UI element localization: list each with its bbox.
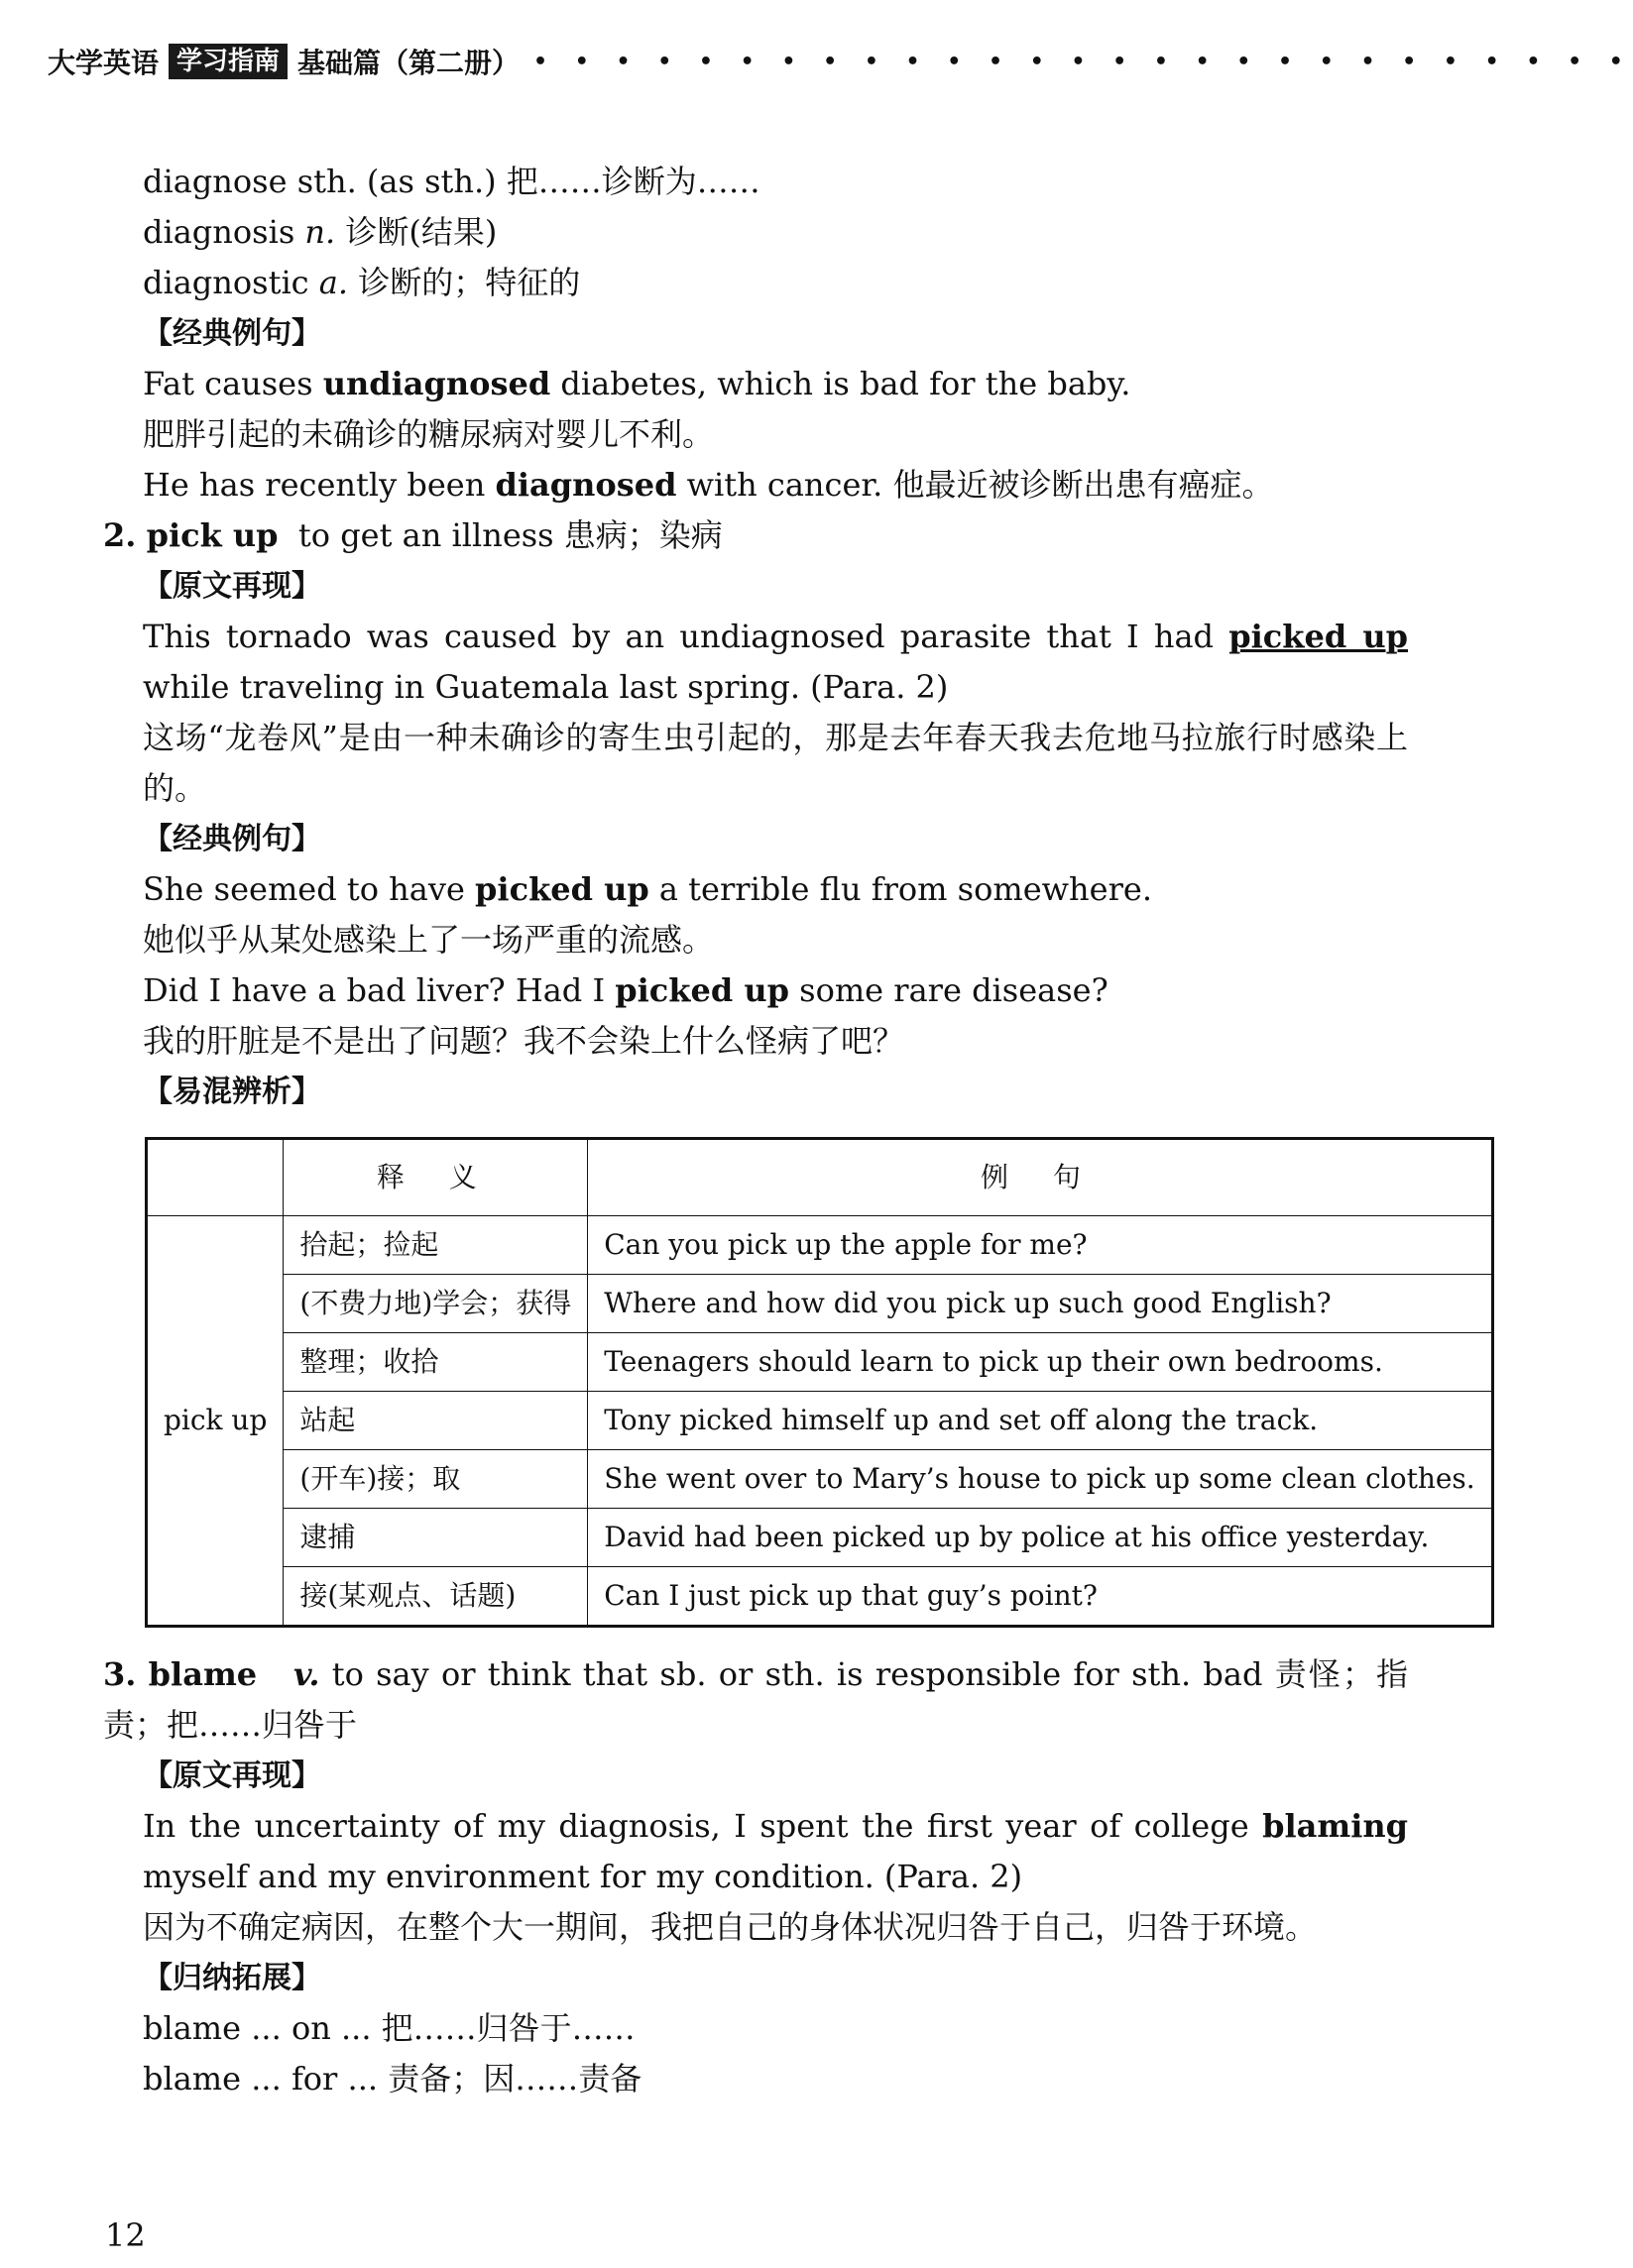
extension-phrase: blame ... on ... 把……归咎于…… xyxy=(143,2009,636,2047)
table-row xyxy=(147,1450,1493,1509)
table-example-cell: Can I just pick up that guy’s point? xyxy=(588,1567,1492,1627)
table-gloss-cell: 站起 xyxy=(284,1392,588,1450)
original-translation: 这场“龙卷风”是由一种未确诊的寄生虫引起的，那是去年春天我去危地马拉旅行时感染上的。 xyxy=(143,719,1408,807)
word-form-diagnosis: diagnosis n. 诊断(结果) xyxy=(143,213,498,251)
example-sentence: Fat causes undiagnosed diabetes, which is bad for the baby. xyxy=(143,365,1131,402)
entry-headword: pick up xyxy=(146,516,279,554)
original-translation: 因为不确定病因，在整个大一期间，我把自己的身体状况归咎于自己，归咎于环境。 xyxy=(143,1908,1318,1946)
word-form-diagnostic: diagnostic a. 诊断的；特征的 xyxy=(143,264,581,301)
table-example-cell: David had been picked up by police at his office yesterday. xyxy=(588,1509,1492,1567)
table-example-cell: Tony picked himself up and set off along the track. xyxy=(588,1392,1492,1450)
table-gloss-cell: (开车)接；取 xyxy=(284,1450,588,1509)
book-title: 大学英语 xyxy=(48,47,160,79)
section-label-classic-examples: 【经典例句】 xyxy=(143,316,321,351)
section-label-confusion: 【易混辨析】 xyxy=(143,1075,321,1109)
example-sentence: She seemed to have picked up a terrible flu from somewhere. xyxy=(143,870,1152,908)
entry-definition: to say or think that sb. or sth. is responsible for sth. bad 责怪；指责；把……归咎于 xyxy=(103,1655,1408,1744)
entry-number: 2. xyxy=(103,516,137,554)
table-row xyxy=(147,1392,1493,1450)
running-header xyxy=(48,38,1633,85)
table-row xyxy=(147,1509,1493,1567)
table-row xyxy=(147,1275,1493,1333)
entry-pos: v. xyxy=(292,1655,320,1693)
table-row xyxy=(147,1567,1493,1627)
table-gloss-cell: 逮捕 xyxy=(284,1509,588,1567)
example-translation: 肥胖引起的未确诊的糖尿病对婴儿不利。 xyxy=(143,415,715,453)
table-header-cell: 释 义 xyxy=(284,1139,588,1216)
table-gloss-cell: (不费力地)学会；获得 xyxy=(284,1275,588,1333)
header-dot-leader: • • • • • • • • • • • • • • • • • • • • • • • • • • • xyxy=(533,49,1633,74)
entry-pick-up xyxy=(99,510,1408,561)
example-translation: 我的肝脏是不是出了问题？我不会染上什么怪病了吧？ xyxy=(143,1022,905,1060)
table-gloss-cell: 整理；收拾 xyxy=(284,1333,588,1392)
page-number: 12 xyxy=(105,2216,146,2254)
table-example-cell: Can you pick up the apple for me? xyxy=(588,1216,1492,1275)
table-gloss-cell: 接(某观点、话题) xyxy=(284,1567,588,1627)
example-translation: 她似乎从某处感染上了一场严重的流感。 xyxy=(143,921,715,959)
original-sentence: This tornado was caused by an undiagnosed parasite that I had picked up while traveling in Guatemala last spring. (Para. 2) xyxy=(143,618,1409,706)
table-example-cell: She went over to Mary’s house to pick up some clean clothes. xyxy=(588,1450,1492,1509)
table-gloss-cell: 拾起；捡起 xyxy=(284,1216,588,1275)
comparison-table xyxy=(145,1137,1494,1628)
entry-blame xyxy=(99,1649,1408,1751)
section-label-extension: 【归纳拓展】 xyxy=(143,1961,321,1995)
table-example-cell: Teenagers should learn to pick up their own bedrooms. xyxy=(588,1333,1492,1392)
entry-definition: to get an illness 患病；染病 xyxy=(297,516,723,554)
table-example-cell: Where and how did you pick up such good English? xyxy=(588,1275,1492,1333)
example-sentence: He has recently been diagnosed with cancer. 他最近被诊断出患有癌症。 xyxy=(143,466,1274,504)
original-sentence: In the uncertainty of my diagnosis, I spent the first year of college blaming myself and my environment for my condition. (Para. 2) xyxy=(143,1807,1408,1895)
entry-number: 3. xyxy=(103,1655,137,1693)
page-content xyxy=(99,157,1475,2104)
section-label-original-text: 【原文再现】 xyxy=(143,569,321,604)
section-label-classic-examples: 【经典例句】 xyxy=(143,822,321,856)
table-row xyxy=(147,1216,1493,1275)
table-row xyxy=(147,1333,1493,1392)
example-sentence: Did I have a bad liver? Had I picked up some rare disease? xyxy=(143,971,1108,1009)
series-logo: 学习指南 xyxy=(169,44,288,79)
table-header-cell: 例 句 xyxy=(588,1139,1492,1216)
table-word-cell: pick up xyxy=(147,1216,284,1627)
table-header-row xyxy=(147,1139,1493,1216)
table-header-cell xyxy=(147,1139,284,1216)
volume-title: 基础篇（第二册） xyxy=(297,47,521,79)
word-form-diagnose: diagnose sth. (as sth.) 把……诊断为…… xyxy=(143,163,760,200)
entry-headword: blame xyxy=(148,1655,258,1693)
extension-phrase: blame ... for ... 责备；因……责备 xyxy=(143,2060,642,2098)
section-label-original-text: 【原文再现】 xyxy=(143,1758,321,1793)
